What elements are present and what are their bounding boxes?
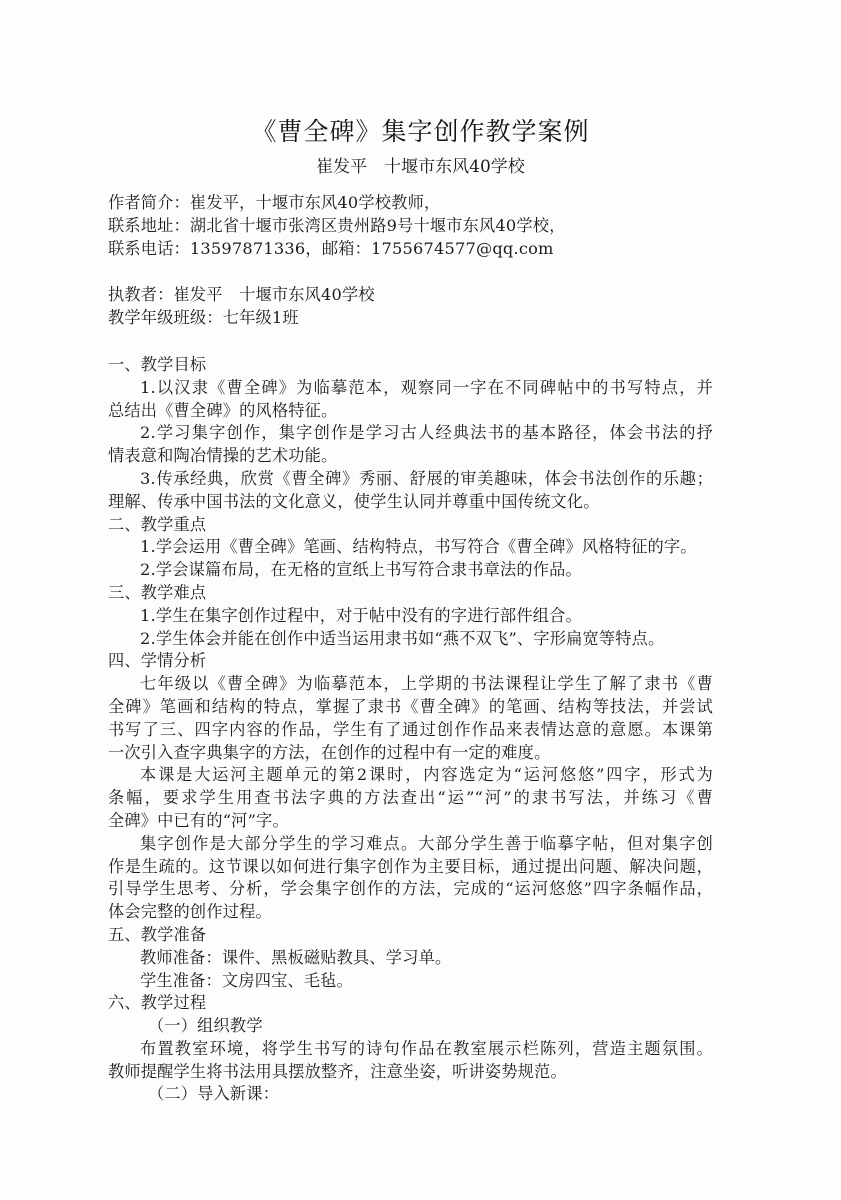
subsection-heading: （一）组织教学 [148, 1016, 263, 1036]
paragraph-line: 教师提醒学生将书法用具摆放整齐，注意坐姿，听讲姿势规范。 [108, 1061, 567, 1081]
paragraph-line: 1.以汉隶《曹全碑》为临摹范本，观察同一字在不同碑帖中的书写特点，并 [140, 377, 713, 397]
teacher-line: 执教者：崔发平 十堰市东风40学校 [108, 285, 375, 305]
subsection-heading: （二）导入新课： [148, 1084, 280, 1104]
section-teaching-preparation [108, 924, 713, 992]
section-heading: 二、教学重点 [108, 514, 207, 534]
document-subtitle: 崔发平 十堰市东风40学校 [316, 157, 525, 177]
section-heading: 五、教学准备 [108, 924, 207, 944]
section-teaching-difficulty [108, 582, 713, 650]
paragraph-line: 集字创作是大部分学生的学习难点。大部分学生善于临摹字帖，但对集字创 [140, 833, 713, 853]
paragraph-line: 作是生疏的。这节课以如何进行集字创作为主要目标，通过提出问题、解决问题， [108, 856, 713, 876]
author-intro-line: 作者简介：崔发平，十堰市东风40学校教师， [108, 193, 441, 212]
section-heading: 六、教学过程 [108, 993, 207, 1013]
paragraph-line: 3.传承经典，欣赏《曹全碑》秀丽、舒展的审美趣味，体会书法创作的乐趣； [140, 468, 713, 488]
paragraph-line: 教师准备：课件、黑板磁贴教具、学习单。 [140, 947, 452, 967]
paragraph-line: 引导学生思考、分析，学会集字创作的方法，完成的“运河悠悠”四字条幅作品， [108, 879, 713, 899]
teacher-info [108, 284, 713, 330]
paragraph-line: 全碑》中已有的“河”字。 [108, 810, 289, 830]
author-contact-line: 联系电话：13597871336，邮箱：1755674577@qq.com [108, 238, 554, 258]
section-heading: 一、教学目标 [108, 354, 207, 374]
document-title: 《曹全碑》集字创作教学案例 [251, 117, 590, 146]
paragraph-line: 2.学会谋篇布局，在无格的宣纸上书写符合隶书章法的作品。 [140, 560, 582, 580]
paragraph-line: 书写了三、四字内容的作品，学生有了通过创作作品来表情达意的意愿。本课第 [108, 719, 713, 739]
section-heading: 四、学情分析 [108, 651, 207, 671]
paragraph-line: 学生准备：文房四宝、毛毡。 [140, 970, 354, 990]
paragraph-line: 一次引入查字典集字的方法，在创作的过程中有一定的难度。 [108, 742, 551, 762]
paragraph-line: 布置教室环境，将学生书写的诗句作品在教室展示栏陈列，营造主题氛围。 [140, 1038, 713, 1058]
paragraph-line: 条幅，要求学生用查书法字典的方法查出“运”“河”的隶书写法，并练习《曹 [108, 788, 713, 808]
paragraph-line: 总结出《曹全碑》的风格特征。 [108, 400, 338, 420]
section-teaching-goals [108, 354, 713, 514]
section-teaching-focus [108, 514, 713, 582]
paragraph-line: 1.学生在集字创作过程中，对于帖中没有的字进行部件组合。 [140, 605, 582, 625]
section-heading: 三、教学难点 [108, 582, 207, 602]
paragraph-line: 理解、传承中国书法的文化意义，使学生认同并尊重中国传统文化。 [108, 491, 600, 511]
paragraph-line: 情表意和陶冶情操的艺术功能。 [108, 446, 338, 466]
section-student-analysis [108, 650, 713, 924]
section-teaching-process [108, 992, 713, 1106]
paragraph-line: 本课是大运河主题单元的第2课时，内容选定为“运河悠悠”四字，形式为 [140, 765, 713, 785]
paragraph-line: 七年级以《曹全碑》为临摹范本，上学期的书法课程让学生了解了隶书《曹 [140, 674, 713, 694]
paragraph-line: 1.学会运用《曹全碑》笔画、结构特点，书写符合《曹全碑》风格特征的字。 [140, 537, 697, 557]
paragraph-line: 2.学生体会并能在创作中适当运用隶书如“燕不双飞”、字形扁宽等特点。 [140, 628, 665, 648]
author-address-line: 联系地址：湖北省十堰市张湾区贵州路9号十堰市东风40学校， [108, 215, 566, 235]
author-info [108, 192, 713, 260]
paragraph-line: 2.学习集字创作，集字创作是学习古人经典法书的基本路径，体会书法的抒 [140, 423, 713, 443]
paragraph-line: 全碑》笔画和结构的特点，掌握了隶书《曹全碑》的笔画、结构等技法，并尝试 [108, 696, 713, 716]
grade-class-line: 教学年级班级：七年级1班 [108, 308, 299, 328]
paragraph-line: 体会完整的创作过程。 [108, 902, 272, 922]
document-body [108, 192, 713, 1106]
